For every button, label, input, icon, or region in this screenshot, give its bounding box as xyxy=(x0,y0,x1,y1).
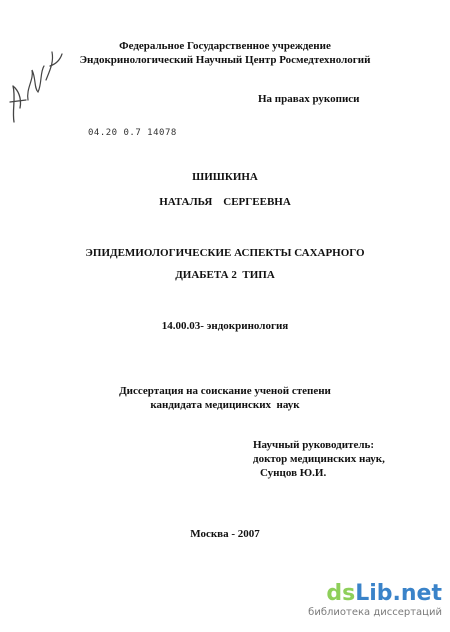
dslib-logo xyxy=(326,582,442,606)
degree-line-2: кандидата медицинских наук xyxy=(150,399,300,411)
dslib-watermark xyxy=(308,581,442,622)
dissertation-title-line-1: ЭПИДЕМИОЛОГИЧЕСКИЕ АСПЕКТЫ САХАРНОГО xyxy=(85,247,365,259)
archive-stamp: 04.20 0.7 14078 xyxy=(88,128,177,138)
author-surname: ШИШКИНА xyxy=(192,171,258,183)
dslib-logo-prefix: ds xyxy=(326,581,356,606)
supervisor-name: Сунцов Ю.И. xyxy=(260,467,327,479)
dslib-caption: библиотека диссертаций xyxy=(308,607,442,618)
institution-line-1: Федеральное Государственное учреждение xyxy=(119,40,331,52)
dissertation-title-line-2: ДИАБЕТА 2 ТИПА xyxy=(175,269,275,281)
specialty-code: 14.00.03- эндокринология xyxy=(161,320,289,332)
supervisor-heading: Научный руководитель: xyxy=(253,439,374,451)
rights-note: На правах рукописи xyxy=(258,93,360,105)
city-year: Москва - 2007 xyxy=(190,528,260,540)
institution-line-2: Эндокринологический Научный Центр Росмедтехнологий xyxy=(79,54,371,66)
dslib-logo-main: Lib.net xyxy=(355,581,442,606)
author-name: НАТАЛЬЯ СЕРГЕЕВНА xyxy=(159,196,291,208)
supervisor-degree: доктор медицинских наук, xyxy=(253,453,385,465)
degree-line-1: Диссертация на соискание ученой степени xyxy=(119,385,331,397)
